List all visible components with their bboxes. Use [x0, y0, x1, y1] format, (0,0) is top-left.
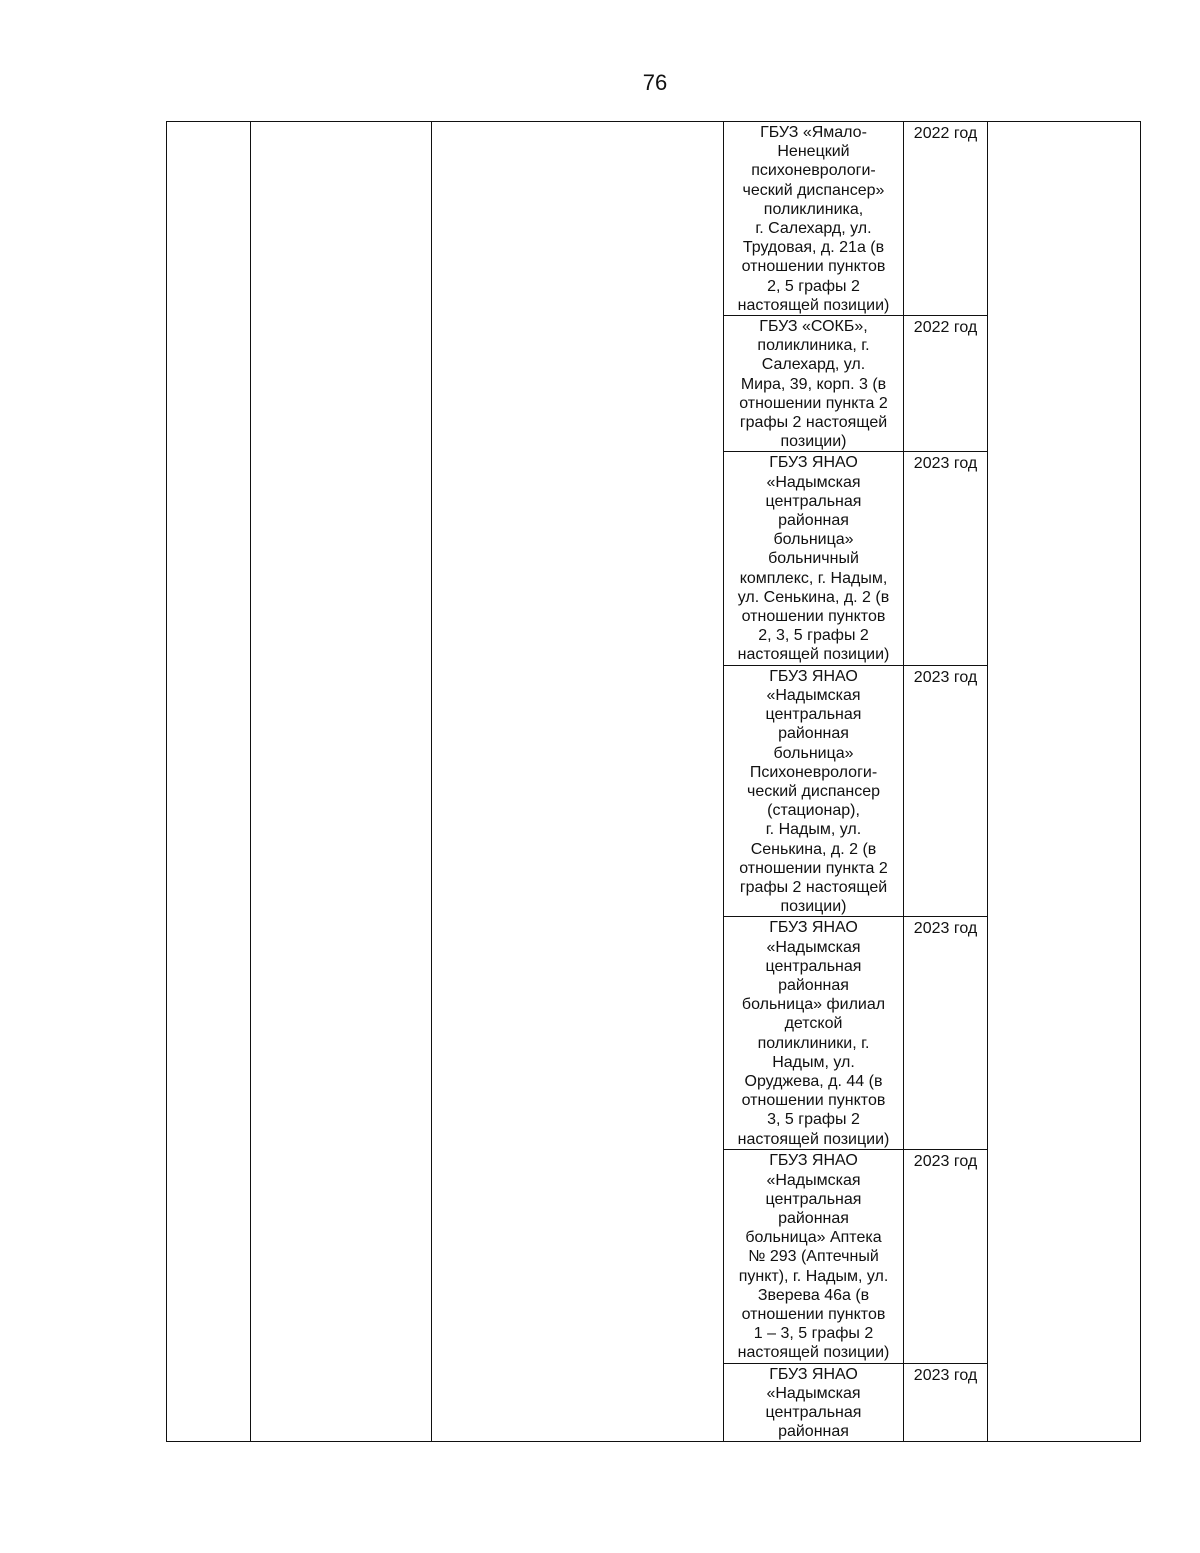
organization-cell: ГБУЗ ЯНАО «Надымская центральная районная больница» Аптека № 293 (Аптечный пункт), г. Надым, ул. Зверева 46а (в отношении пунктов 1 – 3, 5 графы 2 настоящей позиции)	[724, 1150, 904, 1363]
empty-column-2	[251, 122, 432, 1442]
organization-cell: ГБУЗ ЯНАО «Надымская центральная районная больница» Психоневрологи- ческий диспансер (стационар), г. Надым, ул. Сенькина, д. 2 (в отношении пункта 2 графы 2 настоящей позиции)	[724, 665, 904, 917]
organization-cell: ГБУЗ ЯНАО «Надымская центральная районная	[724, 1363, 904, 1442]
document-table	[166, 121, 1141, 1442]
organization-cell: ГБУЗ «СОКБ», поликлиника, г. Салехард, ул. Мира, 39, корп. 3 (в отношении пункта 2 графы 2 настоящей позиции)	[724, 316, 904, 452]
empty-column-3	[432, 122, 724, 1442]
table-row	[167, 122, 1141, 316]
page-number: 76	[642, 70, 668, 95]
year-cell: 2023 год	[904, 1363, 988, 1442]
organization-cell: ГБУЗ «Ямало- Ненецкий психоневрологи- ческий диспансер» поликлиника, г. Салехард, ул. Трудовая, д. 21а (в отношении пунктов 2, 5 графы 2 настоящей позиции)	[724, 122, 904, 316]
organization-cell: ГБУЗ ЯНАО «Надымская центральная районная больница» больничный комплекс, г. Надым, ул. Сенькина, д. 2 (в отношении пунктов 2, 3, 5 графы 2 настоящей позиции)	[724, 452, 904, 665]
year-cell: 2023 год	[904, 1150, 988, 1363]
year-cell: 2022 год	[904, 316, 988, 452]
year-cell: 2023 год	[904, 665, 988, 917]
year-cell: 2023 год	[904, 452, 988, 665]
year-cell: 2023 год	[904, 917, 988, 1150]
year-cell: 2022 год	[904, 122, 988, 316]
organization-cell: ГБУЗ ЯНАО «Надымская центральная районная больница» филиал детской поликлиники, г. Надым, ул. Оруджева, д. 44 (в отношении пунктов 3, 5 графы 2 настоящей позиции)	[724, 917, 904, 1150]
empty-column-1	[167, 122, 251, 1442]
empty-column-6	[988, 122, 1141, 1442]
